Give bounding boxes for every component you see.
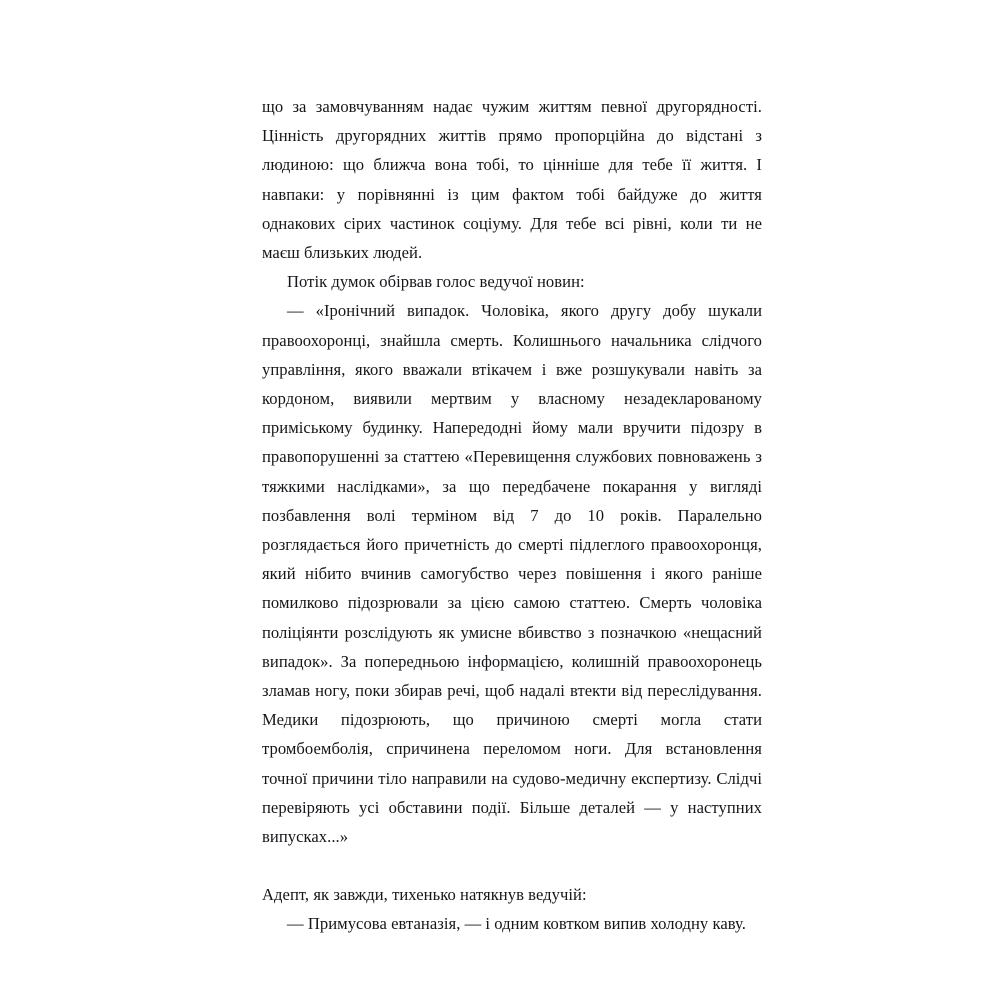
paragraph: — Примусова евтаназія, — і одним ковтком випив холодну каву. xyxy=(287,914,746,934)
text-column xyxy=(262,92,762,939)
paragraph: — «Іронічний випадок. Чоловіка, якого другу добу шукали правоохоронці, знайшла смерть. Колишнього начальника слідчого управління, якого вважали втікачем і вже розшукували навіть за кордоном, виявили мертвим у власному незадекларованому приміському будинку. Напередодні йому мали вручити підозру в правопорушенні за статтею «Перевищення службових повноважень з тяжкими наслідками», за що передбачене покарання у вигляді позбавлення волі терміном від 7 до 10 років. Паралельно розглядається його причетність до смерті підлеглого правоохоронця, який нібито вчинив самогубство через повішення і якого раніше помилково підозрювали за цією самою статтею. Смерть чоловіка поліціянти розслідують як умисне вбивство з позначкою «нещасний випадок». За попередньою інформацією, колишній правоохоронець зламав ногу, поки збирав речі, щоб надалі втекти від переслідування. Медики підозрюють, що причиною смерті могла стати тромбоемболія, спричинена переломом ноги. Для встановлення точної причини тіло направили на судово-медичну експертизу. Слідчі перевіряють усі обставини події. Більше деталей — у наступних випусках...» xyxy=(262,301,762,847)
paragraph: що за замовчуванням надає чужим життям певної другорядності. Цінність другорядних життів прямо пропорційна до відстані з людиною: що ближча вона тобі, то цінніше для тебе її життя. І навпаки: у порівнянні із цим фактом тобі байдуже до життя однакових сірих частинок соціуму. Для тебе всі рівні, коли ти не маєш близьких людей. xyxy=(262,97,762,263)
paragraph: Адепт, як завжди, тихенько натякнув ведучій: xyxy=(262,885,587,905)
paragraph: Потік думок обірвав голос ведучої новин: xyxy=(287,272,585,292)
